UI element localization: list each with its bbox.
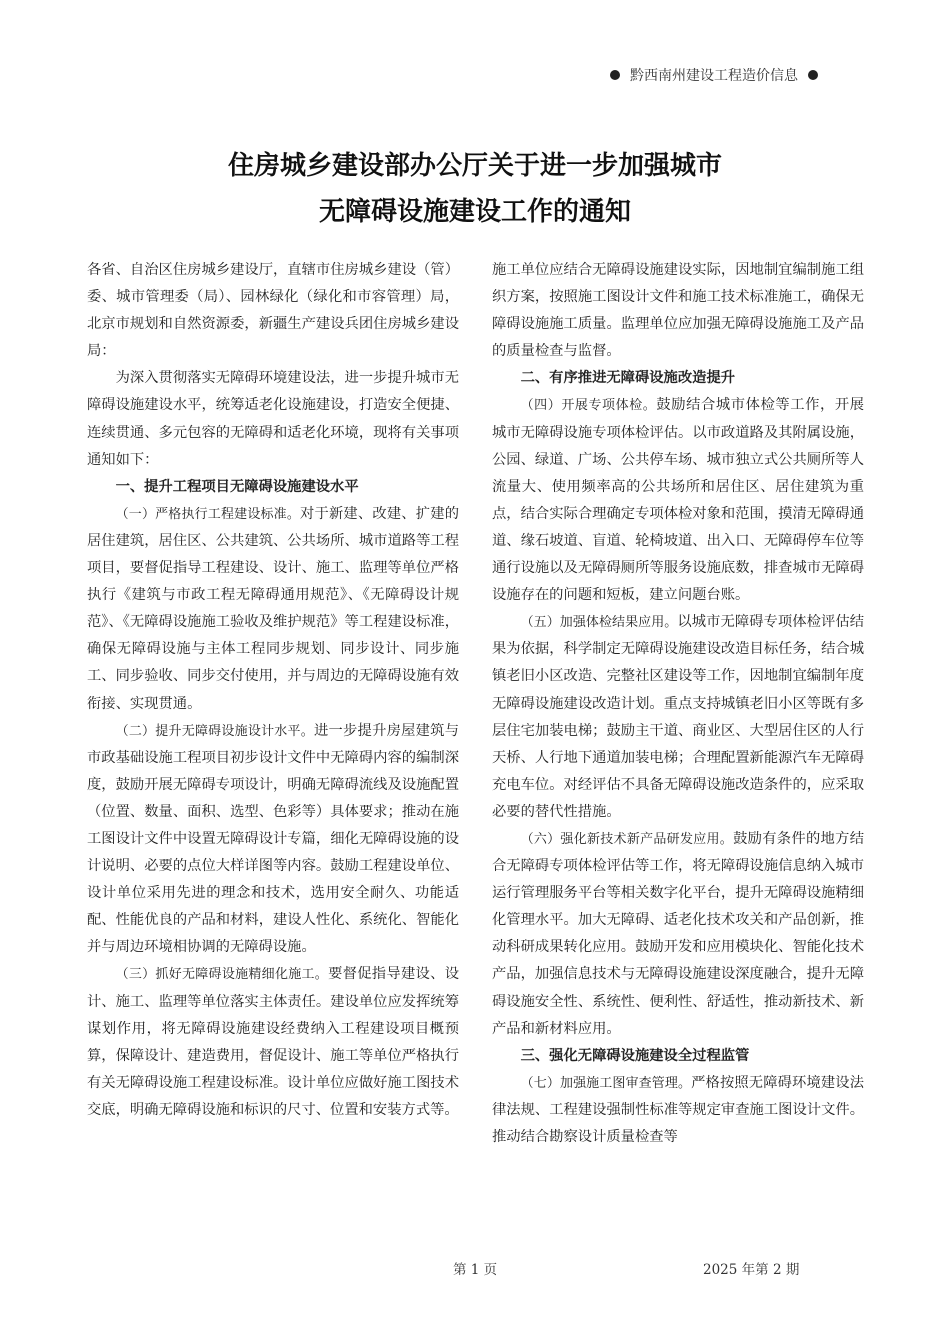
item-paragraph-5 [492,609,864,826]
item-label-3: （三）抓好无障碍设施精细化施工。 [115,967,329,983]
item-paragraph-7 [492,1070,864,1151]
issue-number: 2025 年第 2 期 [703,1262,800,1278]
item-label-4: （四）开展专项体检。 [520,398,657,414]
intro-paragraph: 为深入贯彻落实无障碍环境建设法，进一步提升城市无障碍设施建设水平，统筹适老化设施建设，打造安全便捷、连续贯通、多元包容的无障碍和适老化环境，现将有关事项通知如下： [87,370,459,468]
item-text-1: 对于新建、改建、扩建的居住建筑，居住区、公共建筑、公共场所、城市道路等工程项目，要督促指导工程建设、设计、施工、监理等单位严格执行《建筑与市政工程无障碍通用规范》、《无障碍设计规范》、《无障碍设施施工验收及维护规范》等工程建设标准，确保无障碍设施与主体工程同步规划、同步设计、同步施工、同步验收、同步交付使用，并与周边的无障碍设施有效衔接、实现贯通。 [87,505,459,712]
right-column [492,257,864,1151]
addressee-paragraph: 各省、自治区住房城乡建设厅，直辖市住房城乡建设（管）委、城市管理委（局）、园林绿化（绿化和市容管理）局，北京市规划和自然资源委，新疆生产建设兵团住房城乡建设局： [87,262,459,360]
item-label-5: （五）加强体检结果应用。 [520,615,678,631]
journal-name: 黔西南州建设工程造价信息 [630,68,798,84]
item-text-6: 鼓励有条件的地方结合无障碍专项体检评估等工作，将无障碍设施信息纳入城市运行管理服务平台等相关数字化平台，提升无障碍设施精细化管理水平。加大无障碍、适老化技术攻关和产品创新，推动科研成果转化应用。鼓励开发和应用模块化、智能化技术产品，加强信息技术与无障碍设施建设深度融合，提升无障碍设施安全性、系统性、便利性、舒适性，推动新技术、新产品和新材料应用。 [492,830,864,1037]
item-label-2: （二）提升无障碍设施设计水平。 [115,723,314,739]
item-paragraph-6 [492,826,864,1043]
bullet-dot-icon [610,70,620,80]
page-number: 第 1 页 [453,1262,498,1278]
item-paragraph-1 [87,501,459,718]
section-heading-2: 二、有序推进无障碍设施改造提升 [520,370,736,387]
item-paragraph-3 [87,961,459,1124]
item-label-1: （一）严格执行工程建设标准。 [115,506,301,522]
item-text-3: 要督促指导建设、设计、施工、监理等单位落实主体责任。建设单位应发挥统筹谋划作用，将无障碍设施建设经费纳入工程建设项目概预算，保障设计、建造费用，督促设计、施工等单位严格执行有关无障碍设施工程建设标准。设计单位应做好施工图技术交底，明确无障碍设施和标识的尺寸、位置和安装方式等。 [87,966,459,1118]
item-text-7: 严格按照无障碍环境建设法律法规、工程建设强制性标准等规定审查施工图设计文件。推动结合勘察设计质量检查等 [492,1074,864,1145]
item-text-5: 以城市无障碍专项体检评估结果为依据，科学制定无障碍设施建设改造目标任务，结合城镇老旧小区改造、完整社区建设等工作，因地制宜编制年度无障碍设施建设改造计划。重点支持城镇老旧小区等既有多层住宅加装电梯；鼓励主干道、商业区、大型居住区的人行天桥、人行地下通道加装电梯；合理配置新能源汽车无障碍充电车位。对经评估不具备无障碍设施改造条件的，应采取必要的替代性措施。 [492,614,864,820]
bullet-dot-icon [808,70,818,80]
continued-paragraph: 施工单位应结合无障碍设施建设实际，因地制宜编制施工组织方案，按照施工图设计文件和施工技术标准施工，确保无障碍设施施工质量。监理单位应加强无障碍设施施工及产品的质量检查与监督。 [492,262,864,360]
section-heading-1: 一、提升工程项目无障碍设施建设水平 [115,478,359,495]
title-line-2: 无障碍设施建设工作的通知 [318,197,631,227]
title-line-1: 住房城乡建设部办公厅关于进一步加强城市 [227,151,722,181]
item-label-7: （七）加强施工图审查管理。 [520,1075,692,1091]
item-text-2: 进一步提升房屋建筑与市政基础设施工程项目初步设计文件中无障碍内容的编制深度，鼓励开展无障碍专项设计，明确无障碍流线及设施配置（位置、数量、面积、选型、色彩等）具体要求；推动在施工图设计文件中设置无障碍设计专篇，细化无障碍设施的设计说明、必要的点位大样详图等内容。鼓励工程建设单位、设计单位采用先进的理念和技术，选用安全耐久、功能适配、性能优良的产品和材料，建设人性化、系统化、智能化并与周边环境相协调的无障碍设施。 [87,722,459,956]
item-paragraph-4 [492,392,864,609]
item-text-4: 鼓励结合城市体检等工作，开展城市无障碍设施专项体检评估。以市政道路及其附属设施，公园、绿道、广场、公共停车场、城市独立式公共厕所等人流量大、使用频率高的公共场所和居住区、居住建筑为重点，结合实际合理确定专项体检对象和范围，摸清无障碍通道、缘石坡道、盲道、轮椅坡道、出入口、无障碍停车位等通行设施以及无障碍厕所等服务设施底数，排查城市无障碍设施存在的问题和短板，建立问题台账。 [492,397,864,604]
journal-header [600,65,828,85]
item-paragraph-2 [87,718,459,962]
left-column [87,257,459,1124]
section-heading-3: 三、强化无障碍设施建设全过程监管 [520,1047,750,1064]
document-title [0,143,950,235]
item-label-6: （六）强化新技术新产品研发应用。 [520,831,734,847]
